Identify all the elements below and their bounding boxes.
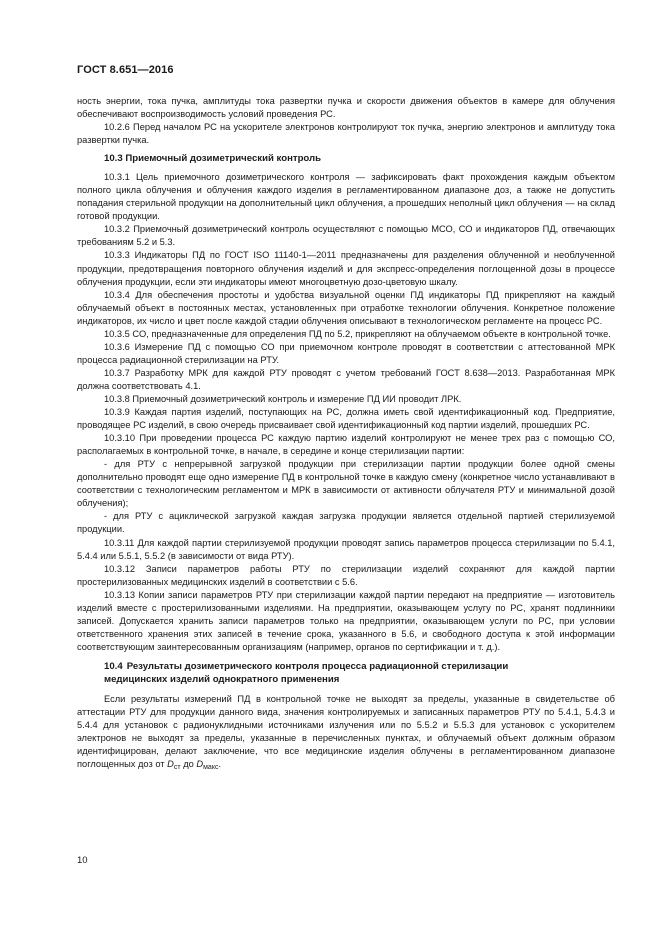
paragraph-10-3-13: 10.3.13 Копии записи параметров РТУ при стерилизации каждой партии передают на предприятие — изготовитель изделий вместе с простерилизованными изделиями. На предприятии, оказывающем услугу по РС, хранят подлинники записей. Допускается хранить записи параметров только на предприятии, оказывающем услуги по РС, при условии ответственного хранения этих записей в течение срока, указанного в 5.6, и свободного доступа к этой информации соответствующим заинтересованным организациям (например, органов по сертификации и т. д.). — [77, 589, 615, 652]
paragraph-10-3-11: 10.3.11 Для каждой партии стерилизуемой продукции проводят запись параметров процесса стерилизации по 5.4.1, 5.4.4 или 5.5.1, 5.5.2 (в зависимости от вида РТУ). — [77, 537, 615, 561]
paragraph-10-3-5: 10.3.5 СО, предназначенные для определения ПД по 5.2, прикрепляют на облучаемом объекте в контрольной точке. — [104, 328, 611, 339]
paragraph-10-3-7: 10.3.7 Разработку МРК для каждой РТУ проводят с учетом требований ГОСТ 8.638—2013. Разработанная МРК должна соответствовать 4.1. — [77, 367, 615, 391]
document-header: ГОСТ 8.651—2016 — [77, 64, 174, 76]
paragraph-10-3-1: 10.3.1 Цель приемочного дозиметрического контроля — зафиксировать факт прохождения каждым объектом полного цикла облучения и облучения каждого изделия в регламентированном диапазоне доз, а также не допустить попадания стерильной продукции на дополнительный цикл облучения, а прошедших неполный цикл облучения — на склад готовой продукции. — [77, 172, 615, 222]
section-heading-10-4 — [104, 660, 615, 686]
dose-symbol: D — [196, 759, 204, 770]
section-number: 10.4 — [104, 660, 123, 672]
section-heading-10-3: 10.3 Приемочный дозиметрический контроль — [104, 153, 322, 165]
document-body — [77, 95, 615, 774]
sentence-end: . — [218, 759, 222, 770]
paragraph-10-3-12: 10.3.12 Записи параметров работы РТУ по стерилизации изделий сохраняют для каждой партии простерилизованных медицинских изделий в соответствии с 5.6. — [77, 563, 615, 587]
paragraph-10-2-6: 10.2.6 Перед началом РС на ускорителе электронов контролируют ток пучка, энергию электронов и амплитуду тока развертки пучка. — [77, 122, 615, 146]
list-item: - для РТУ с непрерывной загрузкой продукции при стерилизации партии продукции более одной смены дополнительно проводят еще одно измерение ПД в контрольной точке в каждую смену (конкретное число устанавливают в соответствии с технологическим регламентом и МРК в зависимости от активности облучателя РТУ и минимальной дозой облучения); — [77, 459, 615, 509]
paragraph-10-3-8: 10.3.8 Приемочный дозиметрический контроль и измерение ПД ИИ проводит ЛРК. — [104, 393, 462, 404]
paragraph-10-4-body — [77, 693, 615, 774]
dose-symbol: D — [167, 759, 174, 770]
paragraph-continuation: ность энергии, тока пучка, амплитуды тока развертки пучка и скорости движения объектов в камере для облучения обеспечивают воспроизводимость условий проведения РС. — [77, 96, 615, 120]
paragraph-10-3-9: 10.3.9 Каждая партия изделий, поступающих на РС, должна иметь свой идентификационный код. Предприятие, проводящее РС изделий, в свою очередь присваивает свой идентификационный код партии изделий, прошедших РС. — [77, 407, 615, 431]
paragraph-10-3-10: 10.3.10 При проведении процесса РС каждую партию изделий контролируют не менее трех раз с помощью СО, располагаемых в контрольной точке, в начале, в середине и конце стерилизации партии: — [77, 433, 615, 457]
paragraph-10-3-2: 10.3.2 Приемочный дозиметрический контроль осуществляют с помощью МСО, СО и индикаторов ПД, отвечающих требованиям 5.2 и 5.3. — [77, 224, 615, 248]
heading-line-2: медицинских изделий однократного применения — [104, 673, 340, 685]
paragraph-10-3-3: 10.3.3 Индикаторы ПД по ГОСТ ISO 11140-1—2011 предназначены для разделения облученной и необлученной продукции, предотвращения повторного облучения изделий и для экспресс-определения поглощенной дозы в процессе облучения продукции, если эти индикаторы имеют многоцветную дозо-цветовую шкалу. — [77, 250, 615, 287]
list-item: - для РТУ с ациклической загрузкой каждая загрузка продукции является отдельной партией стерилизуемой продукции. — [77, 511, 615, 535]
dose-subscript-max: макс — [203, 764, 219, 772]
heading-line-1: Результаты дозиметрического контроля процесса радиационной стерилизации — [126, 660, 509, 672]
page-number: 10 — [77, 855, 88, 866]
paragraph-10-3-6: 10.3.6 Измерение ПД с помощью СО при приемочном контроле проводят в соответствии с аттестованной МРК процесса радиационной стерилизации на РТУ. — [77, 341, 615, 365]
dose-subscript-st: ст — [173, 764, 181, 772]
body-text: Если результаты измерений ПД в контрольной точке не выходят за пределы, указанные в свидетельстве об аттестации РТУ для продукции данного вида, значения контролируемых и записанных параметров РТУ по 5.4.1, 5.4.3 и 5.4.4 для установок с радионуклидными источниками излучения или по 5.5.2 и 5.5.3 для установок с ускорителем электронов не выходят за пределы, указанные в перечисленных пунктах, и облучаемый объект должным образом идентифицирован, делают заключение, что все медицинские изделия облучены в регламентированном диапазоне поглощенных доз от — [77, 693, 615, 770]
paragraph-10-3-4: 10.3.4 Для обеспечения простоты и удобства визуальной оценки ПД индикаторы ПД прикрепляют на каждый облучаемый объект в постоянных местах, установленных при отработке технологии облучения. Конкретное положение индикаторов, их число и цвет после каждой стадии облучения описывают в технологическом регламенте на процесс РС. — [77, 289, 615, 326]
dose-connector: до — [183, 759, 194, 770]
